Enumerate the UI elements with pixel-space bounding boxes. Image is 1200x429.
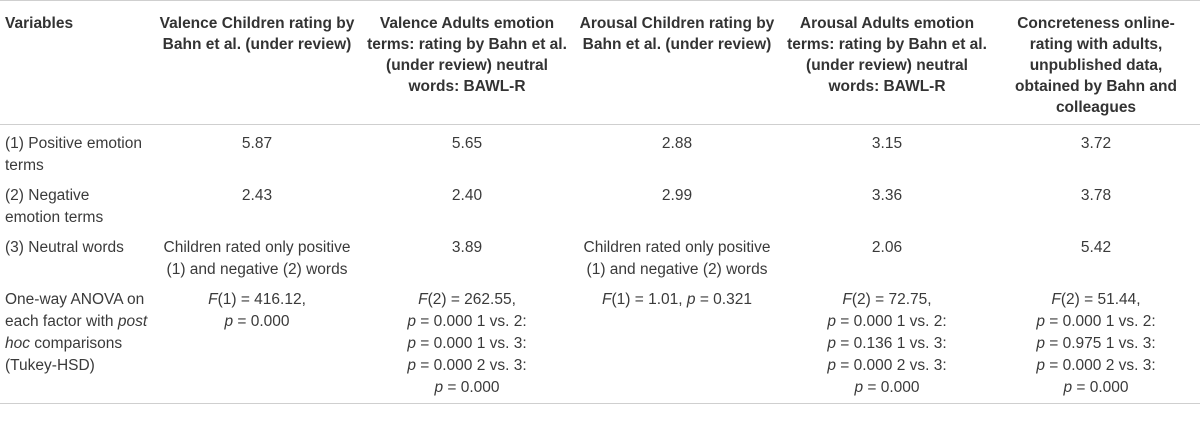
anova-line: p = 0.975 1 vs. 3: bbox=[1036, 335, 1156, 352]
table-cell: 5.42 bbox=[1080, 239, 1112, 256]
table-cell: Children rated only positive (1) and negative (2) words bbox=[163, 239, 351, 278]
anova-line: F(2) = 51.44, bbox=[1051, 291, 1141, 308]
header-valence-children: Valence Children rating by Bahn et al. (under review) bbox=[159, 15, 355, 53]
header-arousal-children: Arousal Children rating by Bahn et al. (under review) bbox=[579, 15, 775, 53]
table-cell: 5.65 bbox=[451, 135, 483, 152]
table-cell: 3.78 bbox=[1080, 187, 1112, 204]
anova-line: p = 0.000 2 vs. 3: bbox=[1036, 357, 1156, 374]
anova-cell bbox=[362, 281, 572, 404]
row-label: (2) Negative emotion terms bbox=[5, 187, 104, 226]
table-cell: 2.99 bbox=[661, 187, 693, 204]
anova-label-italic: post hoc bbox=[5, 313, 148, 352]
table-cell: 3.72 bbox=[1080, 135, 1112, 152]
anova-label-text: One-way ANOVA on each factor with bbox=[5, 291, 145, 330]
anova-line: p = 0.000 2 vs. 3: bbox=[827, 357, 947, 374]
table-cell: 2.43 bbox=[241, 187, 273, 204]
anova-line: p = 0.000 bbox=[1063, 379, 1129, 396]
header-concreteness: Concreteness online-rating with adults, unpublished data, obtained by Bahn and colleagues bbox=[1015, 15, 1177, 116]
anova-row bbox=[0, 281, 1200, 404]
header-variables: Variables bbox=[5, 15, 74, 32]
anova-cell bbox=[992, 281, 1200, 404]
anova-line: p = 0.000 1 vs. 2: bbox=[827, 313, 947, 330]
anova-line: F(1) = 1.01, p = 0.321 bbox=[602, 291, 752, 308]
table-cell: 5.87 bbox=[241, 135, 273, 152]
table-cell: 2.40 bbox=[451, 187, 483, 204]
table-cell: 3.89 bbox=[451, 239, 483, 256]
anova-label-text: comparisons (Tukey-HSD) bbox=[5, 335, 123, 374]
header-row bbox=[0, 1, 1200, 125]
anova-line: p = 0.000 1 vs. 2: bbox=[1036, 313, 1156, 330]
anova-cell bbox=[152, 281, 362, 404]
table-cell: 3.15 bbox=[871, 135, 903, 152]
table-row bbox=[0, 177, 1200, 229]
row-label: (1) Positive emotion terms bbox=[5, 135, 142, 174]
anova-cell bbox=[782, 281, 992, 404]
anova-line: F(2) = 72.75, bbox=[842, 291, 932, 308]
table-cell: 3.36 bbox=[871, 187, 903, 204]
anova-line: p = 0.000 bbox=[224, 313, 290, 330]
header-arousal-adults: Arousal Adults emotion terms: rating by Bahn et al. (under review) neutral words: BAWL-R bbox=[787, 15, 987, 95]
table-cell: 2.88 bbox=[661, 135, 693, 152]
row-label: (3) Neutral words bbox=[5, 239, 124, 256]
anova-line: p = 0.000 1 vs. 2: bbox=[407, 313, 527, 330]
table-cell: 2.06 bbox=[871, 239, 903, 256]
table-row bbox=[0, 229, 1200, 281]
anova-line: p = 0.000 bbox=[434, 379, 500, 396]
table-row bbox=[0, 125, 1200, 178]
header-valence-adults: Valence Adults emotion terms: rating by Bahn et al. (under review) neutral words: BAWL-R bbox=[367, 15, 567, 95]
anova-line: F(1) = 416.12, bbox=[208, 291, 306, 308]
table-cell: Children rated only positive (1) and negative (2) words bbox=[583, 239, 771, 278]
anova-line: F(2) = 262.55, bbox=[418, 291, 516, 308]
anova-line: p = 0.000 bbox=[854, 379, 920, 396]
anova-line: p = 0.000 1 vs. 3: bbox=[407, 335, 527, 352]
anova-cell bbox=[572, 281, 782, 404]
anova-line: p = 0.000 2 vs. 3: bbox=[407, 357, 527, 374]
anova-label bbox=[0, 281, 152, 404]
anova-line: p = 0.136 1 vs. 3: bbox=[827, 335, 947, 352]
